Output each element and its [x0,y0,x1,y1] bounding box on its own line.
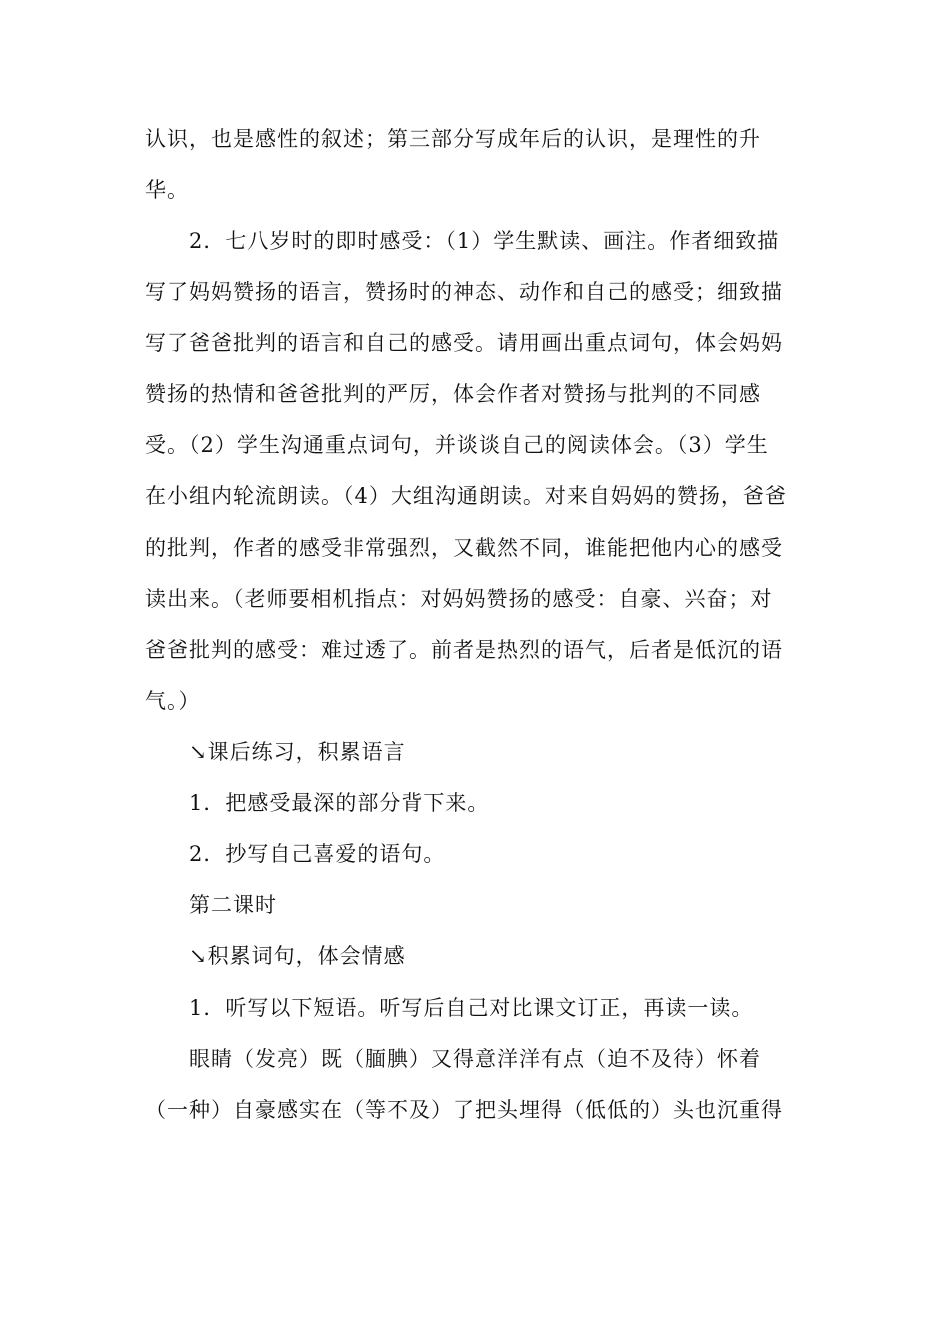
text-line: 写了爸爸批判的语言和自己的感受。请用画出重点词句，体会妈妈 [145,331,783,355]
list-item: 1．听写以下短语。听写后自己对比课文订正，再读一读。 [189,996,754,1020]
list-item: 1．把感受最深的部分背下来。 [189,791,490,815]
text-line: 赞扬的热情和爸爸批判的严厉，体会作者对赞扬与批判的不同感 [145,382,761,406]
list-item: 2．抄写自己喜爱的语句。 [189,842,446,866]
text-line: 在小组内轮流朗读。（4）大组沟通朗读。对来自妈妈的赞扬，爸爸 [145,484,787,508]
text-line: 华。 [145,178,189,202]
text-line: 眼睛（发亮）既（腼腆）又得意洋洋有点（迫不及待）怀着 [189,1047,761,1071]
text-line: 读出来。（老师要相机指点：对妈妈赞扬的感受：自豪、兴奋；对 [145,587,773,611]
text-line: 受。（2）学生沟通重点词句，并谈谈自己的阅读体会。（3）学生 [145,433,769,457]
text-line: 气。） [145,689,201,713]
text-line: （一种）自豪感实在（等不及）了把头埋得（低低的）头也沉重得 [145,1098,783,1122]
text-line: 的批判，作者的感受非常强烈，又截然不同，谁能把他内心的感受 [145,536,783,560]
lesson-heading: 第二课时 [189,893,277,917]
text-line: 认识，也是感性的叙述；第三部分写成年后的认识，是理性的升 [145,127,761,151]
section-heading: ↘课后练习，积累语言 [189,740,406,764]
section-heading: ↘积累词句，体会情感 [189,944,406,968]
text-line: 写了妈妈赞扬的语言，赞扬时的神态、动作和自己的感受；细致描 [145,280,783,304]
text-line: 爸爸批判的感受：难过透了。前者是热烈的语气，后者是低沉的语 [145,638,783,662]
text-line: 2．七八岁时的即时感受：（1）学生默读、画注。作者细致描 [189,229,780,253]
